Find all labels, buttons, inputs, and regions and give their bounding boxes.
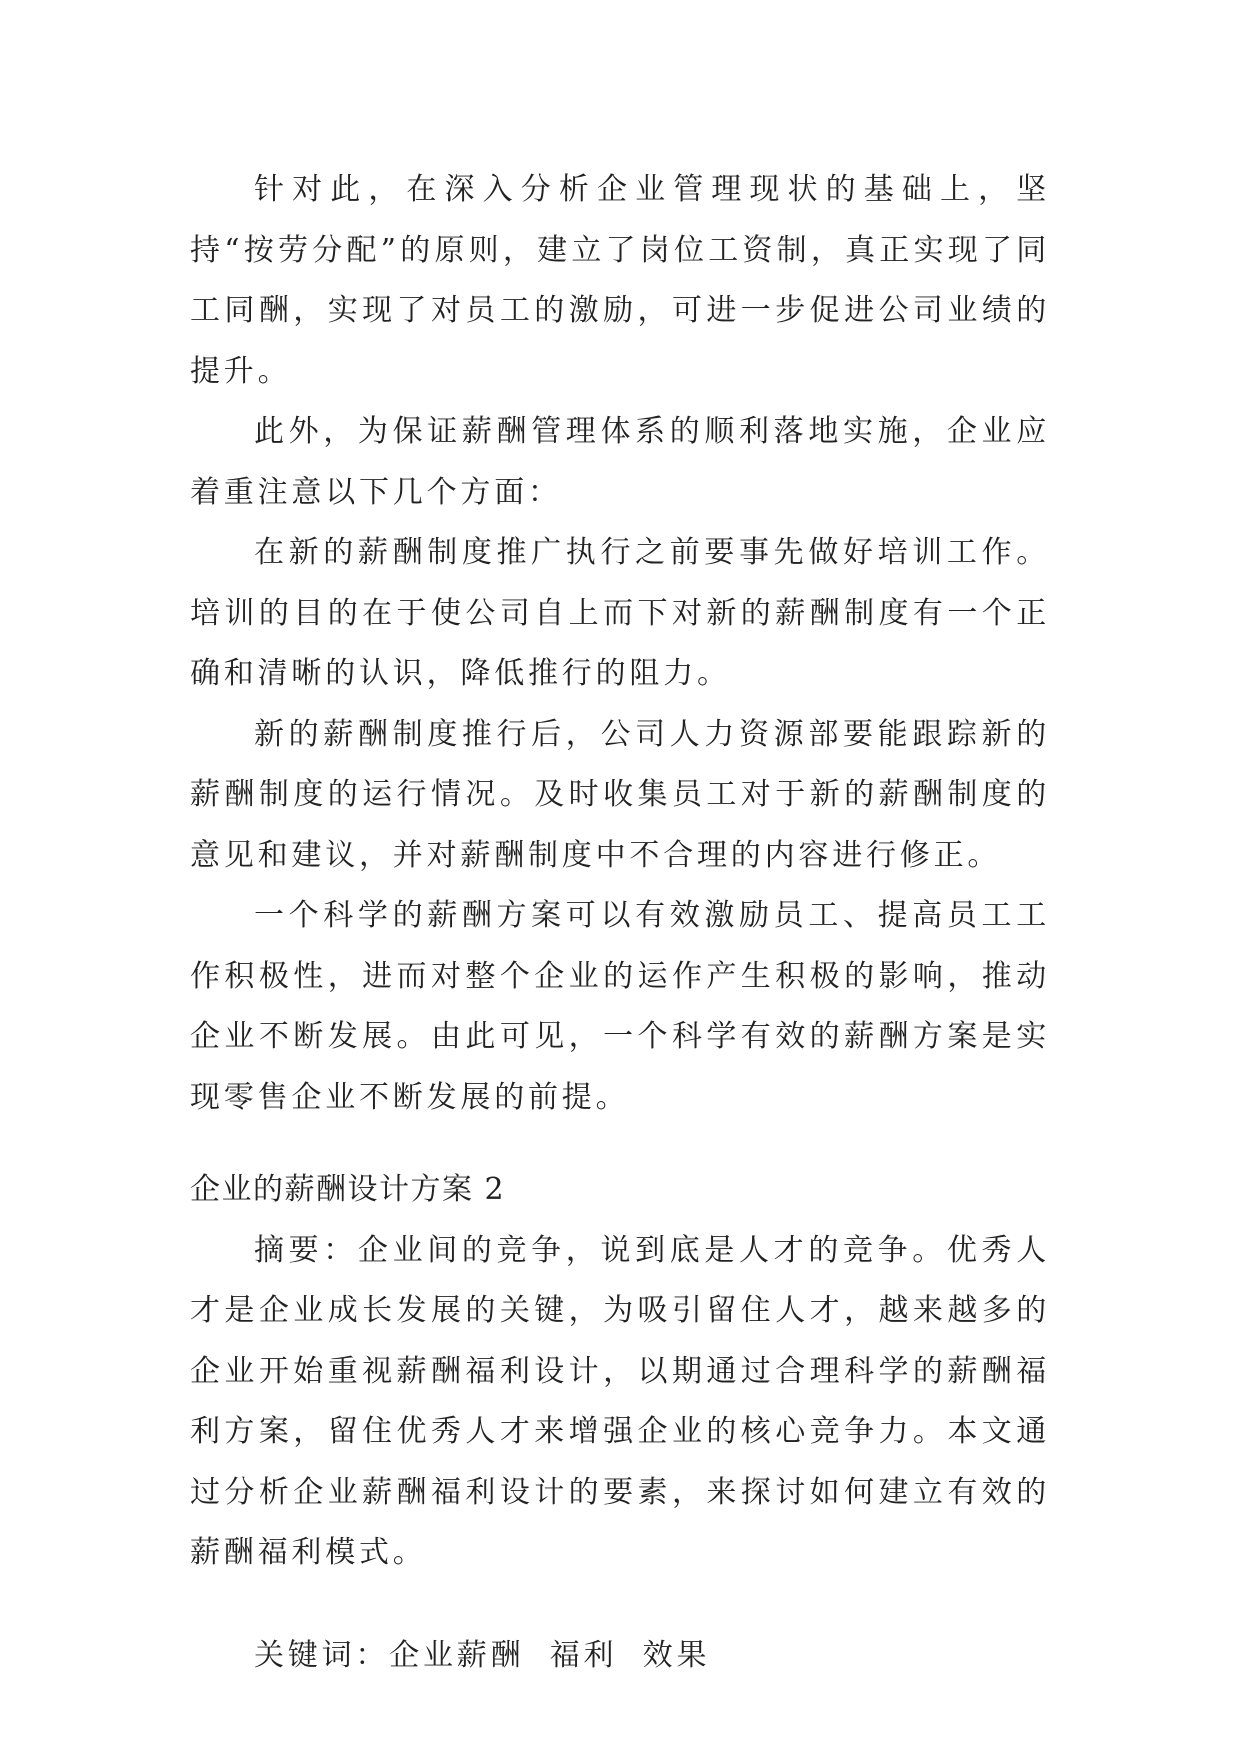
abstract-paragraph: 摘要：企业间的竞争，说到底是人才的竞争。优秀人才是企业成长发展的关键，为吸引留住人才，越来越多的企业开始重视薪酬福利设计，以期通过合理科学的薪酬福利方案，留住优秀人才来增强企业的核心竞争力。本文通过分析企业薪酬福利设计的要素，来探讨如何建立有效的薪酬福利模式。 (190, 1232, 1050, 1570)
paragraph: 此外，为保证薪酬管理体系的顺利落地实施，企业应着重注意以下几个方面： (190, 414, 1050, 510)
paragraph: 在新的薪酬制度推广执行之前要事先做好培训工作。培训的目的在于使公司自上而下对新的薪酬制度有一个正确和清晰的认识，降低推行的阻力。 (190, 535, 1050, 691)
paragraph: 新的薪酬制度推行后，公司人力资源部要能跟踪新的薪酬制度的运行情况。及时收集员工对于新的薪酬制度的意见和建议，并对薪酬制度中不合理的内容进行修正。 (190, 716, 1050, 873)
section-title: 企业的薪酬设计方案 2 (190, 1172, 506, 1207)
paragraph: 一个科学的薪酬方案可以有效激励员工、提高员工工作积极性，进而对整个企业的运作产生积极的影响，推动企业不断发展。由此可见，一个科学有效的薪酬方案是实现零售企业不断发展的前提。 (190, 898, 1050, 1115)
document-body (190, 160, 1050, 1686)
keywords-line: 关键词：企业薪酬 福利 效果 (254, 1637, 711, 1673)
paragraph: 针对此，在深入分析企业管理现状的基础上，坚持“按劳分配”的原则，建立了岗位工资制，真正实现了同工同酬，实现了对员工的激励，可进一步促进公司业绩的提升。 (190, 172, 1050, 389)
